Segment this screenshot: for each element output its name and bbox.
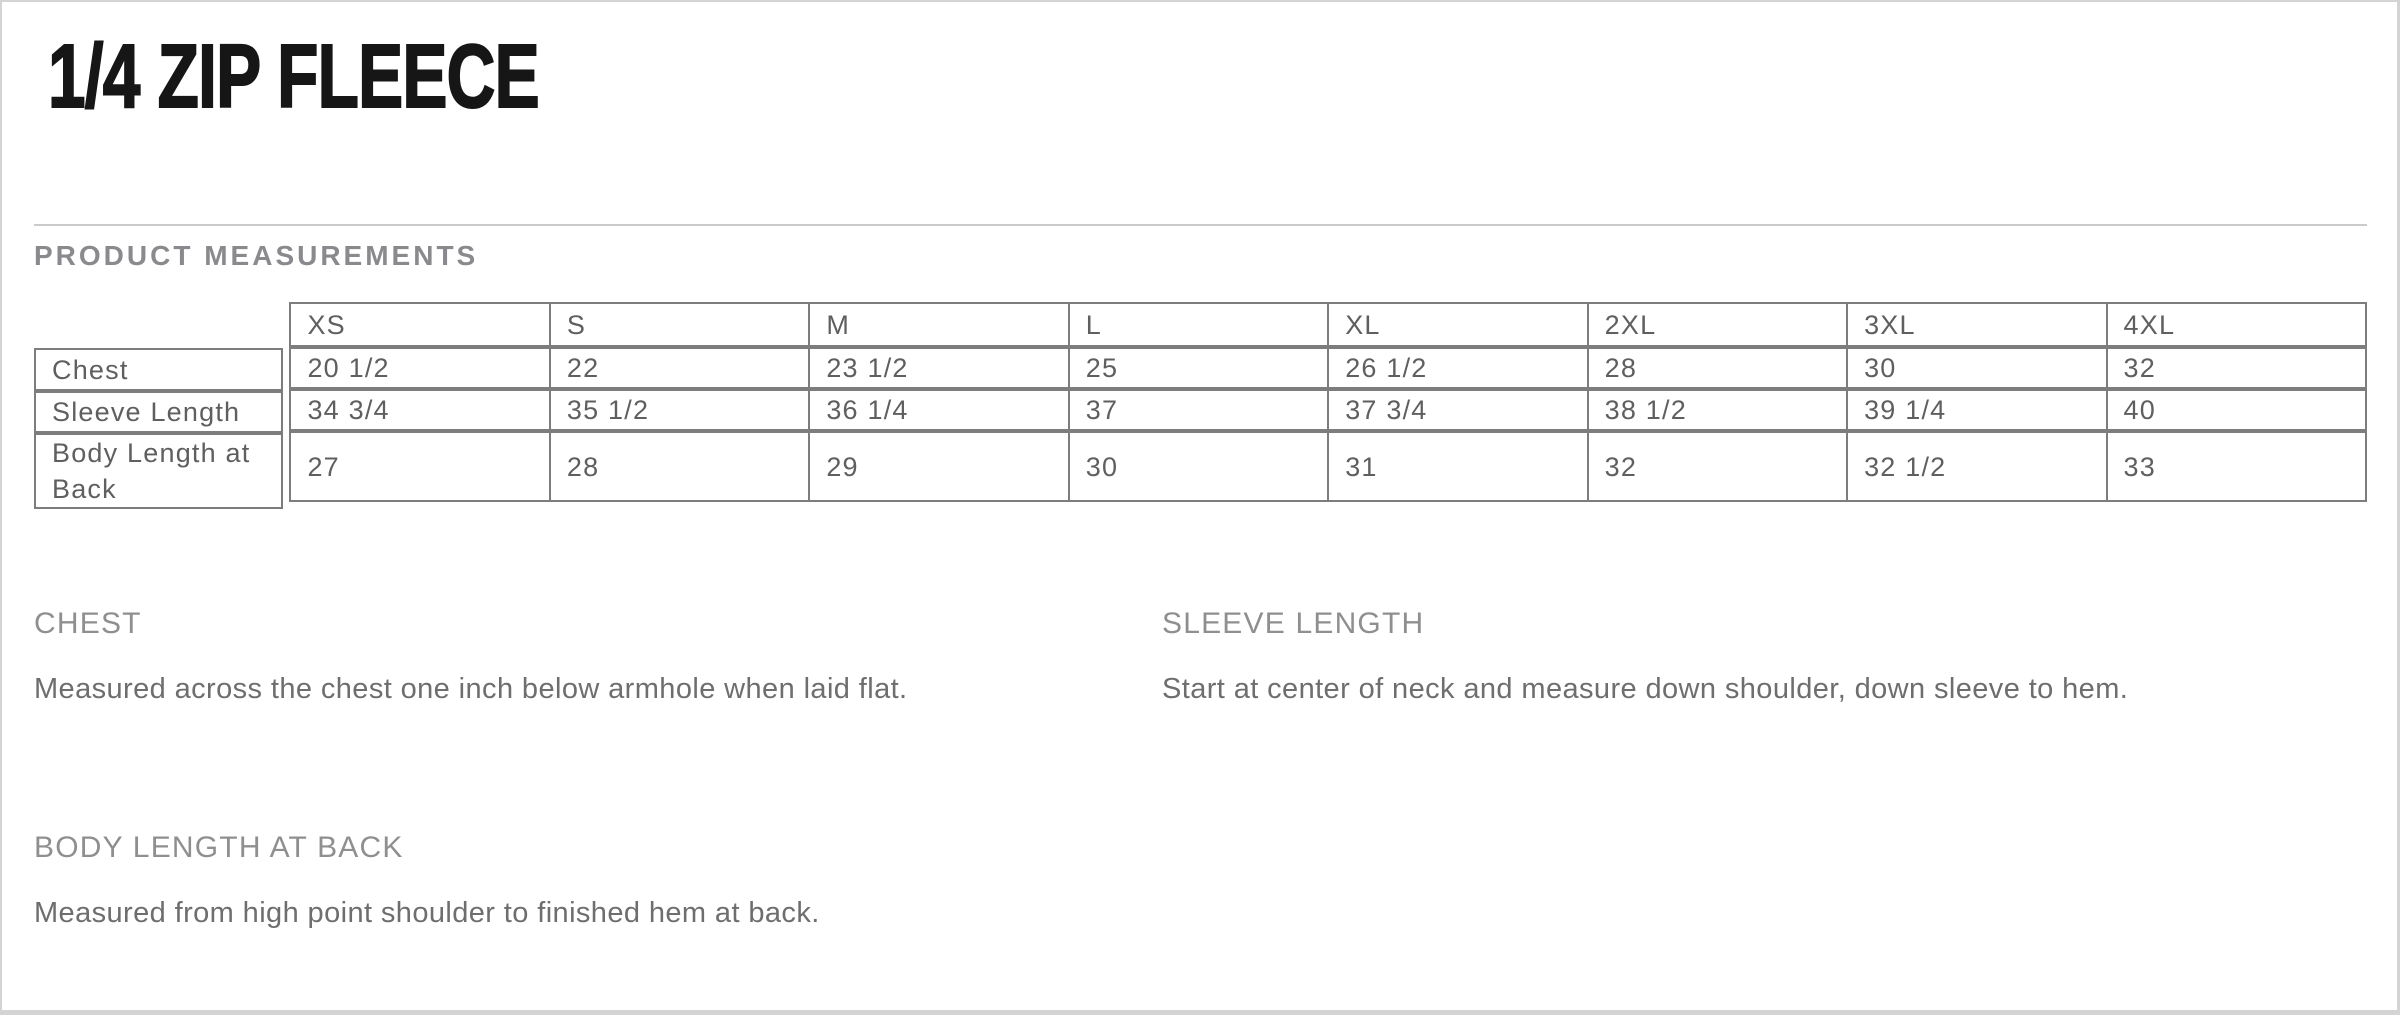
size-column-header-xl: XL [1328, 303, 1587, 347]
size-cell: 32 1/2 [1847, 431, 2106, 501]
size-cell: 40 [2107, 389, 2366, 431]
size-cell: 28 [1588, 347, 1847, 389]
size-column-header-l: L [1069, 303, 1328, 347]
size-cell: 37 [1069, 389, 1328, 431]
table-row-chest [290, 347, 2366, 389]
size-cell: 37 3/4 [1328, 389, 1587, 431]
size-cell: 35 1/2 [550, 389, 809, 431]
size-cell: 36 1/4 [809, 389, 1068, 431]
size-column-header-4xl: 4XL [2107, 303, 2366, 347]
guide-heading: BODY LENGTH AT BACK [34, 831, 404, 864]
guide-description: Start at center of neck and measure down shoulder, down sleeve to hem. [1162, 673, 2129, 705]
size-cell: 38 1/2 [1588, 389, 1847, 431]
table-row [35, 433, 282, 508]
size-column-header-xs: XS [290, 303, 549, 347]
title-divider [34, 224, 2367, 226]
guide-description: Measured from high point shoulder to finished hem at back. [34, 897, 820, 929]
product-measurements-page [2, 27, 2397, 991]
guide-heading: CHEST [34, 607, 142, 640]
size-chart-row-labels [34, 348, 283, 509]
page-title: 1/4 ZIP FLEECE [48, 27, 539, 127]
size-column-header-s: S [550, 303, 809, 347]
table-row-sleeve-length [290, 389, 2366, 431]
row-label-sleeve-length: Sleeve Length [35, 391, 282, 433]
guide-chest [34, 607, 1162, 767]
size-cell: 25 [1069, 347, 1328, 389]
row-label-chest: Chest [35, 349, 282, 391]
size-cell: 26 1/2 [1328, 347, 1587, 389]
size-cell: 32 [2107, 347, 2366, 389]
size-cell: 31 [1328, 431, 1587, 501]
size-column-header-m: M [809, 303, 1068, 347]
size-cell: 20 1/2 [290, 347, 549, 389]
table-row [35, 349, 282, 391]
size-cell: 27 [290, 431, 549, 501]
size-chart [34, 302, 2367, 509]
section-heading: PRODUCT MEASUREMENTS [34, 240, 479, 271]
guide-body-length-at-back [34, 831, 1162, 991]
size-cell: 29 [809, 431, 1068, 501]
guide-heading: SLEEVE LENGTH [1162, 607, 1425, 640]
row-label-body-length-at-back: Body Length at Back [35, 433, 282, 508]
size-header-row [290, 303, 2366, 347]
size-cell: 30 [1069, 431, 1328, 501]
size-cell: 34 3/4 [290, 389, 549, 431]
guide-description: Measured across the chest one inch below armhole when laid flat. [34, 673, 908, 705]
guide-sleeve-length [1162, 607, 2192, 767]
size-chart-values [289, 302, 2367, 502]
size-cell: 32 [1588, 431, 1847, 501]
size-cell: 23 1/2 [809, 347, 1068, 389]
measurement-guides [34, 607, 2367, 991]
size-column-header-2xl: 2XL [1588, 303, 1847, 347]
size-cell: 39 1/4 [1847, 389, 2106, 431]
size-column-header-3xl: 3XL [1847, 303, 2106, 347]
size-cell: 22 [550, 347, 809, 389]
table-row [35, 391, 282, 433]
table-row-body-length-at-back [290, 431, 2366, 501]
size-cell: 28 [550, 431, 809, 501]
size-cell: 30 [1847, 347, 2106, 389]
size-cell: 33 [2107, 431, 2366, 501]
